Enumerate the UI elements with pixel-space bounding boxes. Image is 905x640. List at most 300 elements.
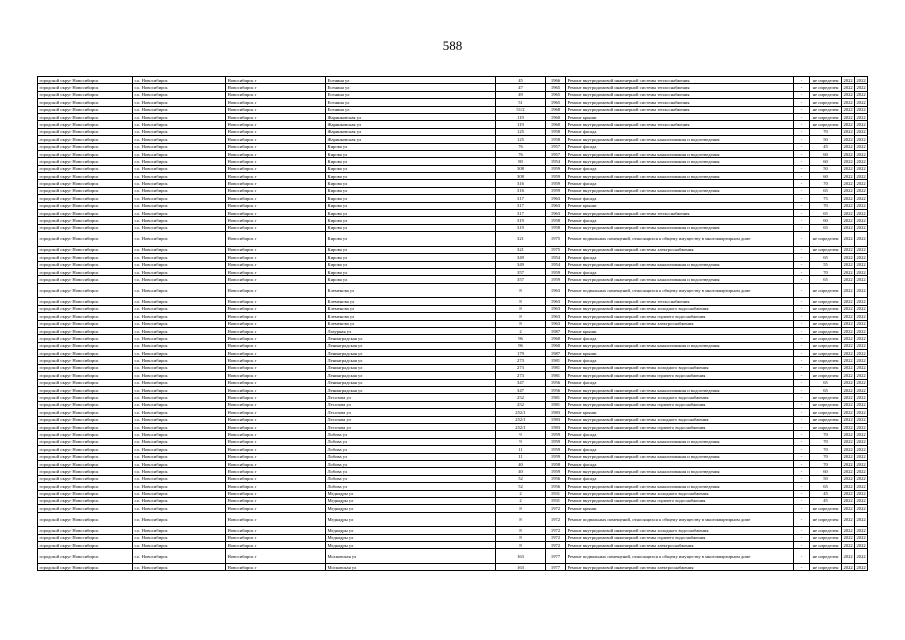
cell-street: Медкадры ул bbox=[326, 505, 496, 512]
cell-year-from: 2022 bbox=[843, 195, 853, 201]
table-row bbox=[38, 423, 868, 430]
cell-house: 80 bbox=[496, 158, 546, 165]
cell-year-to: 2022 bbox=[856, 173, 866, 179]
cell-year: 1957 bbox=[546, 150, 566, 157]
cell-year: 1958 bbox=[546, 224, 566, 231]
cell-municipality: г.о. Новосибирск bbox=[133, 180, 226, 187]
cell-municipality: г.о. Новосибирск bbox=[133, 401, 226, 408]
cell-house: 2 bbox=[496, 327, 546, 334]
cell-year-from: 2022 bbox=[843, 372, 853, 378]
cell-house: 51 bbox=[496, 99, 546, 106]
cell-year-to: 2022 bbox=[856, 77, 866, 83]
cell-district: городской округ Новосибирск bbox=[38, 446, 133, 453]
cell-settlement: Новосибирск г bbox=[226, 483, 326, 490]
cell-work: Ремонт внутридомовой инженерной системы электроснабжения bbox=[566, 320, 794, 327]
cell-year: 1959 bbox=[546, 276, 566, 283]
cell-work: Ремонт внутридомовой инженерной системы канализования и водоотведения bbox=[566, 453, 794, 460]
cell-year-from: 2022 bbox=[843, 225, 853, 231]
cell-year-to: 2022 bbox=[856, 321, 866, 327]
cell-deadline: 65 bbox=[810, 379, 842, 386]
table-row bbox=[38, 549, 868, 564]
cell-deadline: не определен bbox=[810, 364, 842, 371]
cell-street: Лобова ул bbox=[326, 438, 496, 445]
cell-deadline: 65 bbox=[810, 387, 842, 394]
cell-settlement: Новосибирск г bbox=[226, 283, 326, 298]
table-row bbox=[38, 364, 868, 371]
cell-deadline: не определен bbox=[810, 409, 842, 416]
cell-work: Ремонт внутридомовой инженерной системы канализования и водоотведения bbox=[566, 342, 794, 349]
cell-year: 1959 bbox=[546, 438, 566, 445]
cell-street: Есенина ул bbox=[326, 106, 496, 113]
cell-street: Лобова ул bbox=[326, 468, 496, 475]
cell-year: 1963 bbox=[546, 320, 566, 327]
cell-work: Ремонт внутридомовой инженерной системы холодного водоснабжения bbox=[566, 394, 794, 401]
cell-municipality: г.о. Новосибирск bbox=[133, 483, 226, 490]
cell-year: 1983 bbox=[546, 409, 566, 416]
cell-deadline: не определен bbox=[810, 423, 842, 430]
cell-year-to: 2022 bbox=[856, 328, 866, 334]
cell-dash: - bbox=[794, 187, 810, 194]
table-row bbox=[38, 357, 868, 364]
cell-house: 317 bbox=[496, 210, 546, 217]
cell-work: Ремонт внутридомовой инженерной системы канализования и водоотведения bbox=[566, 224, 794, 231]
cell-deadline: 60 bbox=[810, 150, 842, 157]
table-row bbox=[38, 84, 868, 91]
cell-street: Лобова ул bbox=[326, 446, 496, 453]
cell-house: 119 bbox=[496, 121, 546, 128]
cell-work: Ремонт внутридомовой инженерной системы канализования и водоотведения bbox=[566, 187, 794, 194]
cell-year-to: 2022 bbox=[856, 409, 866, 415]
cell-dash: - bbox=[794, 409, 810, 416]
cell-settlement: Новосибирск г bbox=[226, 246, 326, 253]
cell-house: 317 bbox=[496, 195, 546, 202]
cell-deadline: не определен bbox=[810, 121, 842, 128]
cell-municipality: г.о. Новосибирск bbox=[133, 379, 226, 386]
cell-district: городской округ Новосибирск bbox=[38, 276, 133, 283]
cell-year-to: 2022 bbox=[855, 549, 868, 564]
cell-house: 252 bbox=[496, 401, 546, 408]
cell-settlement: Новосибирск г bbox=[226, 438, 326, 445]
cell-settlement: Новосибирск г bbox=[226, 401, 326, 408]
cell-deadline: не определен bbox=[810, 401, 842, 408]
cell-dash: - bbox=[794, 283, 810, 298]
cell-dash: - bbox=[794, 128, 810, 135]
cell-work: Ремонт фасада bbox=[566, 475, 794, 482]
cell-deadline: 65 bbox=[810, 224, 842, 231]
cell-street: Кирова ул bbox=[326, 254, 496, 261]
cell-dash: - bbox=[794, 387, 810, 394]
cell-year: 1975 bbox=[546, 246, 566, 253]
cell-house: 51/2 bbox=[496, 106, 546, 113]
cell-street: Клеменова ул bbox=[326, 305, 496, 312]
cell-dash: - bbox=[794, 202, 810, 209]
cell-year: 1956 bbox=[546, 379, 566, 386]
cell-house: 357 bbox=[496, 268, 546, 275]
cell-year-to: 2022 bbox=[856, 424, 866, 430]
cell-district: городской округ Новосибирск bbox=[38, 497, 133, 504]
cell-municipality: г.о. Новосибирск bbox=[133, 217, 226, 224]
cell-street: Кирова ул bbox=[326, 180, 496, 187]
cell-year-to: 2022 bbox=[856, 129, 866, 135]
cell-district: городской округ Новосибирск bbox=[38, 401, 133, 408]
cell-settlement: Новосибирск г bbox=[226, 128, 326, 135]
cell-year-from: 2022 bbox=[843, 203, 853, 209]
cell-deadline: 45 bbox=[810, 490, 842, 497]
cell-settlement: Новосибирск г bbox=[226, 202, 326, 209]
table-row bbox=[38, 128, 868, 135]
cell-house: 316 bbox=[496, 180, 546, 187]
cell-house: 321 bbox=[496, 232, 546, 247]
cell-dash: - bbox=[794, 453, 810, 460]
cell-municipality: г.о. Новосибирск bbox=[133, 505, 226, 512]
cell-year: 1972 bbox=[546, 527, 566, 534]
cell-year-to: 2022 bbox=[856, 564, 866, 570]
cell-house: 316 bbox=[496, 187, 546, 194]
cell-dash: - bbox=[794, 195, 810, 202]
cell-municipality: г.о. Новосибирск bbox=[133, 431, 226, 438]
cell-street: Медкадры ул bbox=[326, 497, 496, 504]
cell-year-from: 2022 bbox=[843, 468, 853, 474]
cell-year-from: 2022 bbox=[843, 491, 853, 497]
table-row bbox=[38, 210, 868, 217]
cell-work: Ремонт внутридомовой инженерной системы холодного водоснабжения bbox=[566, 416, 794, 423]
cell-street: Кирова ул bbox=[326, 150, 496, 157]
cell-house: 9 bbox=[496, 438, 546, 445]
cell-year-from: 2022 bbox=[843, 181, 853, 187]
cell-settlement: Новосибирск г bbox=[226, 342, 326, 349]
cell-district: городской округ Новосибирск bbox=[38, 394, 133, 401]
cell-dash: - bbox=[794, 276, 810, 283]
cell-year-from: 2022 bbox=[843, 218, 853, 224]
cell-deadline: 70 bbox=[810, 446, 842, 453]
cell-district: городской округ Новосибирск bbox=[38, 165, 133, 172]
cell-municipality: г.о. Новосибирск bbox=[133, 423, 226, 430]
cell-deadline: 60 bbox=[810, 217, 842, 224]
cell-municipality: г.о. Новосибирск bbox=[133, 298, 226, 305]
cell-settlement: Новосибирск г bbox=[226, 254, 326, 261]
cell-municipality: г.о. Новосибирск bbox=[133, 512, 226, 527]
cell-year: 1959 bbox=[546, 431, 566, 438]
table-row bbox=[38, 512, 868, 527]
cell-house: 321 bbox=[496, 246, 546, 253]
cell-municipality: г.о. Новосибирск bbox=[133, 210, 226, 217]
cell-dash: - bbox=[794, 327, 810, 334]
cell-street: Жаринковская ул bbox=[326, 113, 496, 120]
cell-work: Ремонт фасада bbox=[566, 268, 794, 275]
cell-year-to: 2022 bbox=[856, 262, 866, 268]
cell-street: Кирова ул bbox=[326, 276, 496, 283]
cell-street: Кирова ул bbox=[326, 143, 496, 150]
cell-street: Кирова ул bbox=[326, 165, 496, 172]
cell-dash: - bbox=[794, 475, 810, 482]
cell-settlement: Новосибирск г bbox=[226, 313, 326, 320]
table-row bbox=[38, 232, 868, 247]
cell-district: городской округ Новосибирск bbox=[38, 512, 133, 527]
cell-deadline: 70 bbox=[810, 431, 842, 438]
cell-dash: - bbox=[794, 246, 810, 253]
cell-dash: - bbox=[794, 91, 810, 98]
cell-settlement: Новосибирск г bbox=[226, 505, 326, 512]
cell-year: 1965 bbox=[546, 99, 566, 106]
cell-district: городской округ Новосибирск bbox=[38, 210, 133, 217]
table-row bbox=[38, 320, 868, 327]
cell-year: 1965 bbox=[546, 84, 566, 91]
cell-district: городской округ Новосибирск bbox=[38, 483, 133, 490]
cell-year-to: 2022 bbox=[856, 151, 866, 157]
cell-work: Ремонт подвальных помещений, относящихся к общему имуществу в многоквартирном доме bbox=[566, 232, 794, 247]
cell-year: 1963 bbox=[546, 195, 566, 202]
cell-district: городской округ Новосибирск bbox=[38, 542, 133, 549]
cell-year-to: 2022 bbox=[856, 298, 866, 304]
cell-settlement: Новосибирск г bbox=[226, 84, 326, 91]
cell-house: 96 bbox=[496, 342, 546, 349]
cell-year-from: 2022 bbox=[843, 535, 853, 541]
cell-year: 1963 bbox=[546, 298, 566, 305]
cell-dash: - bbox=[794, 77, 810, 84]
cell-district: городской округ Новосибирск bbox=[38, 187, 133, 194]
cell-street: Ленинградская ул bbox=[326, 342, 496, 349]
cell-year-to: 2022 bbox=[856, 114, 866, 120]
cell-year: 1972 bbox=[546, 542, 566, 549]
cell-year-from: 2022 bbox=[843, 92, 853, 98]
cell-settlement: Новосибирск г bbox=[226, 394, 326, 401]
cell-work: Ремонт внутридомовой инженерной системы канализования и водоотведения bbox=[566, 150, 794, 157]
cell-work: Ремонт фасада bbox=[566, 143, 794, 150]
cell-house: 76 bbox=[496, 150, 546, 157]
cell-work: Ремонт внутридомовой инженерной системы горячего водоснабжения bbox=[566, 401, 794, 408]
cell-year: 1977 bbox=[546, 549, 566, 564]
cell-municipality: г.о. Новосибирск bbox=[133, 106, 226, 113]
cell-year-from: 2022 bbox=[843, 483, 853, 489]
cell-year-to: 2022 bbox=[856, 446, 866, 452]
cell-year: 1981 bbox=[546, 357, 566, 364]
cell-district: городской округ Новосибирск bbox=[38, 143, 133, 150]
cell-year: 1972 bbox=[546, 534, 566, 541]
cell-dash: - bbox=[794, 268, 810, 275]
cell-year-from: 2022 bbox=[843, 151, 853, 157]
cell-work: Ремонт внутридомовой инженерной системы канализования и водоотведения bbox=[566, 173, 794, 180]
cell-district: городской округ Новосибирск bbox=[38, 150, 133, 157]
cell-deadline: 50 bbox=[810, 475, 842, 482]
cell-district: городской округ Новосибирск bbox=[38, 416, 133, 423]
cell-district: городской округ Новосибирск bbox=[38, 453, 133, 460]
cell-street: Медкадры ул bbox=[326, 527, 496, 534]
cell-street: Лазурная ул bbox=[326, 327, 496, 334]
cell-dash: - bbox=[794, 232, 810, 247]
cell-year-from: 2022 bbox=[843, 350, 853, 356]
cell-year-to: 2022 bbox=[856, 84, 866, 90]
cell-municipality: г.о. Новосибирск bbox=[133, 313, 226, 320]
cell-work: Ремонт фасада bbox=[566, 195, 794, 202]
cell-house: 125 bbox=[496, 136, 546, 143]
table-row bbox=[38, 542, 868, 549]
cell-work: Ремонт внутридомовой инженерной системы канализования и водоотведения bbox=[566, 387, 794, 394]
cell-year-to: 2022 bbox=[856, 335, 866, 341]
cell-work: Ремонт фасада bbox=[566, 379, 794, 386]
cell-municipality: г.о. Новосибирск bbox=[133, 121, 226, 128]
cell-work: Ремонт фасада bbox=[566, 254, 794, 261]
cell-deadline: 60 bbox=[810, 158, 842, 165]
cell-municipality: г.о. Новосибирск bbox=[133, 327, 226, 334]
cell-year: 1987 bbox=[546, 327, 566, 334]
cell-work: Ремонт внутридомовой инженерной системы теплоснабжения bbox=[566, 77, 794, 84]
table-row bbox=[38, 202, 868, 209]
cell-settlement: Новосибирск г bbox=[226, 276, 326, 283]
cell-dash: - bbox=[794, 165, 810, 172]
cell-street: Московская ул bbox=[326, 549, 496, 564]
cell-deadline: не определен bbox=[810, 298, 842, 305]
table-row bbox=[38, 483, 868, 490]
cell-house: 40 bbox=[496, 468, 546, 475]
cell-district: городской округ Новосибирск bbox=[38, 298, 133, 305]
cell-year-from: 2022 bbox=[843, 99, 853, 105]
cell-dash: - bbox=[794, 564, 810, 571]
cell-year-to: 2022 bbox=[856, 372, 866, 378]
cell-street: Ленинградская ул bbox=[326, 379, 496, 386]
cell-district: городской округ Новосибирск bbox=[38, 387, 133, 394]
cell-year: 1960 bbox=[546, 121, 566, 128]
cell-municipality: г.о. Новосибирск bbox=[133, 542, 226, 549]
cell-deadline: не определен bbox=[810, 113, 842, 120]
cell-street: Лобова ул bbox=[326, 483, 496, 490]
cell-street: Медкадры ул bbox=[326, 542, 496, 549]
cell-settlement: Новосибирск г bbox=[226, 527, 326, 534]
cell-dash: - bbox=[794, 84, 810, 91]
cell-settlement: Новосибирск г bbox=[226, 121, 326, 128]
cell-house: 273 bbox=[496, 372, 546, 379]
cell-district: городской округ Новосибирск bbox=[38, 335, 133, 342]
cell-deadline: не определен bbox=[810, 99, 842, 106]
table-row bbox=[38, 158, 868, 165]
cell-street: Кирова ул bbox=[326, 195, 496, 202]
table-row bbox=[38, 217, 868, 224]
cell-district: городской округ Новосибирск bbox=[38, 77, 133, 84]
cell-dash: - bbox=[794, 313, 810, 320]
cell-municipality: г.о. Новосибирск bbox=[133, 438, 226, 445]
cell-year-from: 2022 bbox=[843, 439, 853, 445]
cell-municipality: г.о. Новосибирск bbox=[133, 195, 226, 202]
table-row bbox=[38, 453, 868, 460]
cell-year-from: 2022 bbox=[843, 121, 853, 127]
cell-dash: - bbox=[794, 379, 810, 386]
cell-work: Ремонт внутридомовой инженерной системы холодного водоснабжения bbox=[566, 490, 794, 497]
cell-district: городской округ Новосибирск bbox=[38, 342, 133, 349]
cell-street: Клеменова ул bbox=[326, 313, 496, 320]
cell-deadline: не определен bbox=[810, 534, 842, 541]
cell-district: городской округ Новосибирск bbox=[38, 564, 133, 571]
cell-dash: - bbox=[794, 150, 810, 157]
cell-street: Лесозова ул bbox=[326, 423, 496, 430]
cell-dash: - bbox=[794, 342, 810, 349]
cell-year: 1959 bbox=[546, 446, 566, 453]
cell-house: 11 bbox=[496, 453, 546, 460]
cell-year-from: 2022 bbox=[843, 107, 853, 113]
cell-year-to: 2022 bbox=[856, 306, 866, 312]
cell-year-from: 2022 bbox=[843, 144, 853, 150]
cell-work: Ремонт внутридомовой инженерной системы теплоснабжения bbox=[566, 99, 794, 106]
cell-district: городской округ Новосибирск bbox=[38, 534, 133, 541]
cell-year-to: 2022 bbox=[856, 195, 866, 201]
cell-deadline: 70 bbox=[810, 453, 842, 460]
cell-district: городской округ Новосибирск bbox=[38, 372, 133, 379]
cell-work: Ремонт крыши bbox=[566, 202, 794, 209]
cell-year-to: 2022 bbox=[856, 158, 866, 164]
cell-deadline: 65 bbox=[810, 276, 842, 283]
cell-year-from: 2022 bbox=[843, 446, 853, 452]
cell-dash: - bbox=[794, 416, 810, 423]
cell-house: 8 bbox=[496, 313, 546, 320]
cell-dash: - bbox=[794, 254, 810, 261]
cell-deadline: не определен bbox=[810, 84, 842, 91]
cell-year-from: 2022 bbox=[843, 247, 853, 253]
cell-year: 1966 bbox=[546, 77, 566, 84]
cell-dash: - bbox=[794, 106, 810, 113]
cell-deadline: не определен bbox=[810, 549, 842, 564]
cell-house: 8 bbox=[496, 283, 546, 298]
cell-year-from: 2022 bbox=[843, 306, 853, 312]
cell-year-to: 2022 bbox=[856, 350, 866, 356]
cell-work: Ремонт внутридомовой инженерной системы холодного водоснабжения bbox=[566, 364, 794, 371]
cell-work: Ремонт фасада bbox=[566, 165, 794, 172]
cell-municipality: г.о. Новосибирск bbox=[133, 187, 226, 194]
cell-year-to: 2022 bbox=[856, 269, 866, 275]
table-row bbox=[38, 173, 868, 180]
cell-street: Лобова ул bbox=[326, 431, 496, 438]
cell-dash: - bbox=[794, 136, 810, 143]
cell-work: Ремонт фасада bbox=[566, 431, 794, 438]
cell-year: 1960 bbox=[546, 113, 566, 120]
cell-deadline: не определен bbox=[810, 232, 842, 247]
cell-dash: - bbox=[794, 305, 810, 312]
cell-house: 8 bbox=[496, 505, 546, 512]
cell-work: Ремонт внутридомовой инженерной системы канализования и водоотведения bbox=[566, 438, 794, 445]
cell-dash: - bbox=[794, 505, 810, 512]
cell-settlement: Новосибирск г bbox=[226, 91, 326, 98]
cell-house: 273 bbox=[496, 364, 546, 371]
cell-settlement: Новосибирск г bbox=[226, 180, 326, 187]
cell-year-from: 2022 bbox=[843, 343, 853, 349]
cell-settlement: Новосибирск г bbox=[226, 468, 326, 475]
cell-year: 1958 bbox=[546, 460, 566, 467]
cell-year-from: 2022 bbox=[843, 417, 853, 423]
cell-municipality: г.о. Новосибирск bbox=[133, 475, 226, 482]
cell-house: 8 bbox=[496, 298, 546, 305]
cell-deadline: не определен bbox=[810, 350, 842, 357]
table-row bbox=[38, 564, 868, 571]
cell-settlement: Новосибирск г bbox=[226, 320, 326, 327]
cell-dash: - bbox=[794, 490, 810, 497]
table-row bbox=[38, 505, 868, 512]
cell-year-from: 2022 bbox=[843, 77, 853, 83]
cell-district: городской округ Новосибирск bbox=[38, 136, 133, 143]
cell-settlement: Новосибирск г bbox=[226, 460, 326, 467]
table-row bbox=[38, 387, 868, 394]
cell-year: 1959 bbox=[546, 165, 566, 172]
table-row bbox=[38, 475, 868, 482]
cell-year-to: 2022 bbox=[856, 461, 866, 467]
table-row bbox=[38, 350, 868, 357]
cell-work: Ремонт внутридомовой инженерной системы теплоснабжения bbox=[566, 84, 794, 91]
cell-street: Лобова ул bbox=[326, 460, 496, 467]
cell-deadline: не определен bbox=[810, 283, 842, 298]
table-row bbox=[38, 490, 868, 497]
cell-year-to: 2022 bbox=[856, 343, 866, 349]
cell-year-to: 2022 bbox=[856, 107, 866, 113]
cell-year-from: 2022 bbox=[843, 298, 853, 304]
cell-settlement: Новосибирск г bbox=[226, 99, 326, 106]
cell-district: городской округ Новосибирск bbox=[38, 313, 133, 320]
cell-work: Ремонт фасада bbox=[566, 460, 794, 467]
